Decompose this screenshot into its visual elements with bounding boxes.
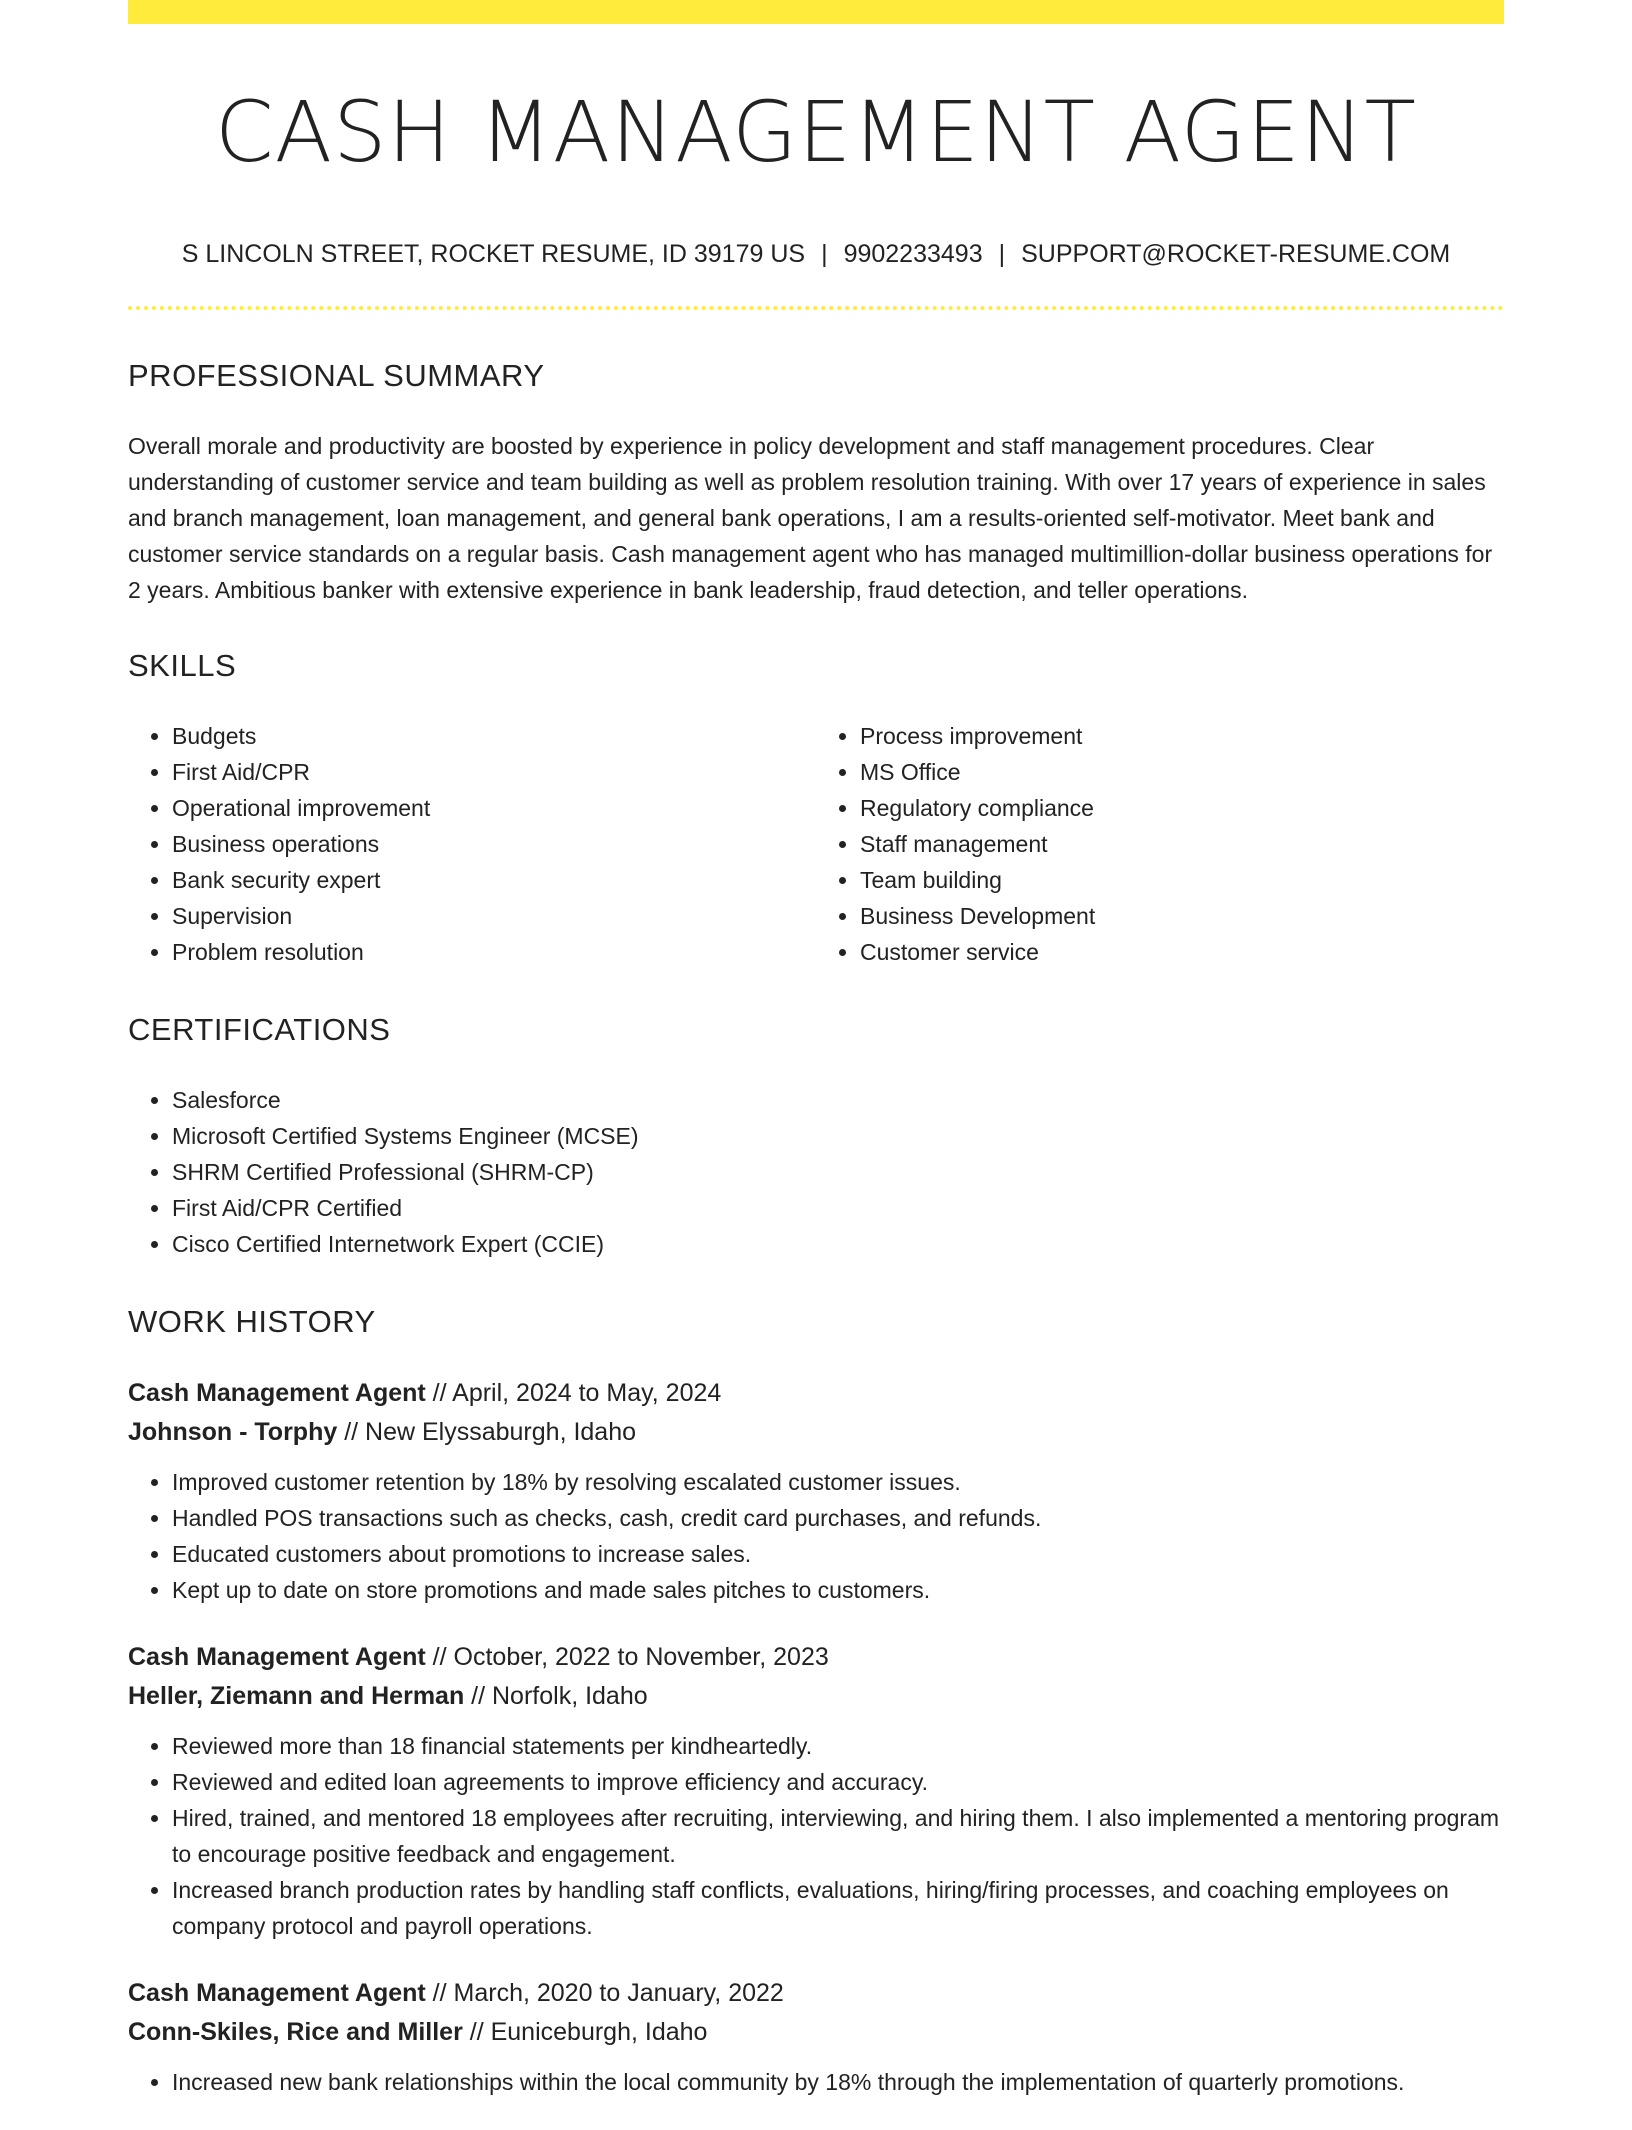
job-company: Johnson - Torphy: [128, 1418, 338, 1446]
contact-separator: |: [821, 240, 828, 268]
job-location: // Euniceburgh, Idaho: [462, 2018, 708, 2046]
skills-section: [128, 638, 1504, 970]
list-item: • Bank security expert: [172, 862, 816, 898]
top-accent-bar: [128, 0, 1504, 24]
contact-separator: |: [998, 240, 1006, 268]
dotted-divider: [128, 306, 1504, 310]
job-bullets: [128, 1464, 1504, 1608]
job-dates: // April, 2024 to May, 2024: [425, 1379, 722, 1407]
list-item: • Cisco Certified Internetwork Expert (CCIE): [172, 1226, 1504, 1262]
contact-phone: 9902233493: [843, 240, 983, 268]
summary-section: [128, 348, 1504, 608]
list-item: • Problem resolution: [172, 934, 816, 970]
list-item: • Process improvement: [860, 718, 1504, 754]
job-entry: [128, 1974, 1504, 2100]
list-item: • Business operations: [172, 826, 816, 862]
job-company: Conn-Skiles, Rice and Miller: [128, 2018, 463, 2046]
work-history-section: [128, 1294, 1504, 2100]
resume-title: CASH MANAGEMENT AGENT: [215, 83, 1417, 181]
list-item: • Reviewed more than 18 financial statements per kindheartedly.: [172, 1728, 1504, 1764]
job-title: Cash Management Agent: [128, 1379, 426, 1407]
list-item: • Educated customers about promotions to increase sales.: [172, 1536, 1504, 1572]
list-item: • MS Office: [860, 754, 1504, 790]
skills-list-right: [816, 718, 1504, 970]
list-item: • Budgets: [172, 718, 816, 754]
job-title-line: [128, 1374, 1504, 1413]
section-heading-work-history: WORK HISTORY: [128, 1304, 376, 1339]
job-location: // New Elyssaburgh, Idaho: [337, 1418, 637, 1446]
job-dates: // October, 2022 to November, 2023: [425, 1643, 829, 1671]
section-heading-certifications: CERTIFICATIONS: [128, 1012, 391, 1047]
job-dates: // March, 2020 to January, 2022: [425, 1979, 784, 2007]
list-item: • Kept up to date on store promotions and made sales pitches to customers.: [172, 1572, 1504, 1608]
list-item: • Improved customer retention by 18% by resolving escalated customer issues.: [172, 1464, 1504, 1500]
job-bullets: [128, 2064, 1504, 2100]
list-item: • Staff management: [860, 826, 1504, 862]
list-item: • Increased new bank relationships within the local community by 18% through the implementation of quarterly promotions.: [172, 2064, 1504, 2100]
list-item: • SHRM Certified Professional (SHRM-CP): [172, 1154, 1504, 1190]
list-item: • Team building: [860, 862, 1504, 898]
job-title-line: [128, 1638, 1504, 1677]
list-item: • First Aid/CPR Certified: [172, 1190, 1504, 1226]
job-company-line: [128, 2013, 1504, 2052]
list-item: • Microsoft Certified Systems Engineer (MCSE): [172, 1118, 1504, 1154]
certifications-list: [128, 1082, 1504, 1262]
summary-text: Overall morale and productivity are boosted by experience in policy development and staff management procedures. Clear understanding of customer service and team building as well as problem resolution training. With over 17 years of experience in sales and branch management, loan management, and general bank operations, I am a results-oriented self-motivator. Meet bank and customer service standards on a regular basis. Cash management agent who has managed multimillion-dollar business operations for 2 years. Ambitious banker with extensive experience in bank leadership, fraud detection, and teller operations.: [128, 433, 1493, 603]
job-title: Cash Management Agent: [128, 1643, 426, 1671]
list-item: • Handled POS transactions such as checks, cash, credit card purchases, and refunds.: [172, 1500, 1504, 1536]
contact-address: S LINCOLN STREET, ROCKET RESUME, ID 39179 US: [181, 240, 806, 268]
job-company-line: [128, 1413, 1504, 1452]
list-item: • Supervision: [172, 898, 816, 934]
list-item: • Reviewed and edited loan agreements to improve efficiency and accuracy.: [172, 1764, 1504, 1800]
job-title-line: [128, 1974, 1504, 2013]
certifications-section: [128, 1002, 1504, 1262]
section-heading-summary: PROFESSIONAL SUMMARY: [128, 358, 545, 393]
job-company-line: [128, 1677, 1504, 1716]
contact-line: [128, 236, 1504, 272]
list-item: • First Aid/CPR: [172, 754, 816, 790]
job-location: // Norfolk, Idaho: [464, 1682, 648, 1710]
job-title: Cash Management Agent: [128, 1979, 426, 2007]
skills-columns: [128, 718, 1504, 970]
list-item: • Hired, trained, and mentored 18 employees after recruiting, interviewing, and hiring them. I also implemented a mentoring program to encourage positive feedback and engagement.: [172, 1800, 1504, 1872]
list-item: • Customer service: [860, 934, 1504, 970]
list-item: • Regulatory compliance: [860, 790, 1504, 826]
contact-email[interactable]: SUPPORT@ROCKET-RESUME.COM: [1021, 240, 1451, 268]
job-bullets: [128, 1728, 1504, 1944]
job-entry: [128, 1374, 1504, 1608]
skills-list-left: [128, 718, 816, 970]
list-item: • Increased branch production rates by handling staff conflicts, evaluations, hiring/firing processes, and coaching employees on company protocol and payroll operations.: [172, 1872, 1504, 1944]
job-entry: [128, 1638, 1504, 1944]
section-heading-skills: SKILLS: [128, 648, 237, 683]
list-item: • Salesforce: [172, 1082, 1504, 1118]
list-item: • Operational improvement: [172, 790, 816, 826]
job-company: Heller, Ziemann and Herman: [128, 1682, 465, 1710]
resume-content: [128, 348, 1504, 2130]
list-item: • Business Development: [860, 898, 1504, 934]
